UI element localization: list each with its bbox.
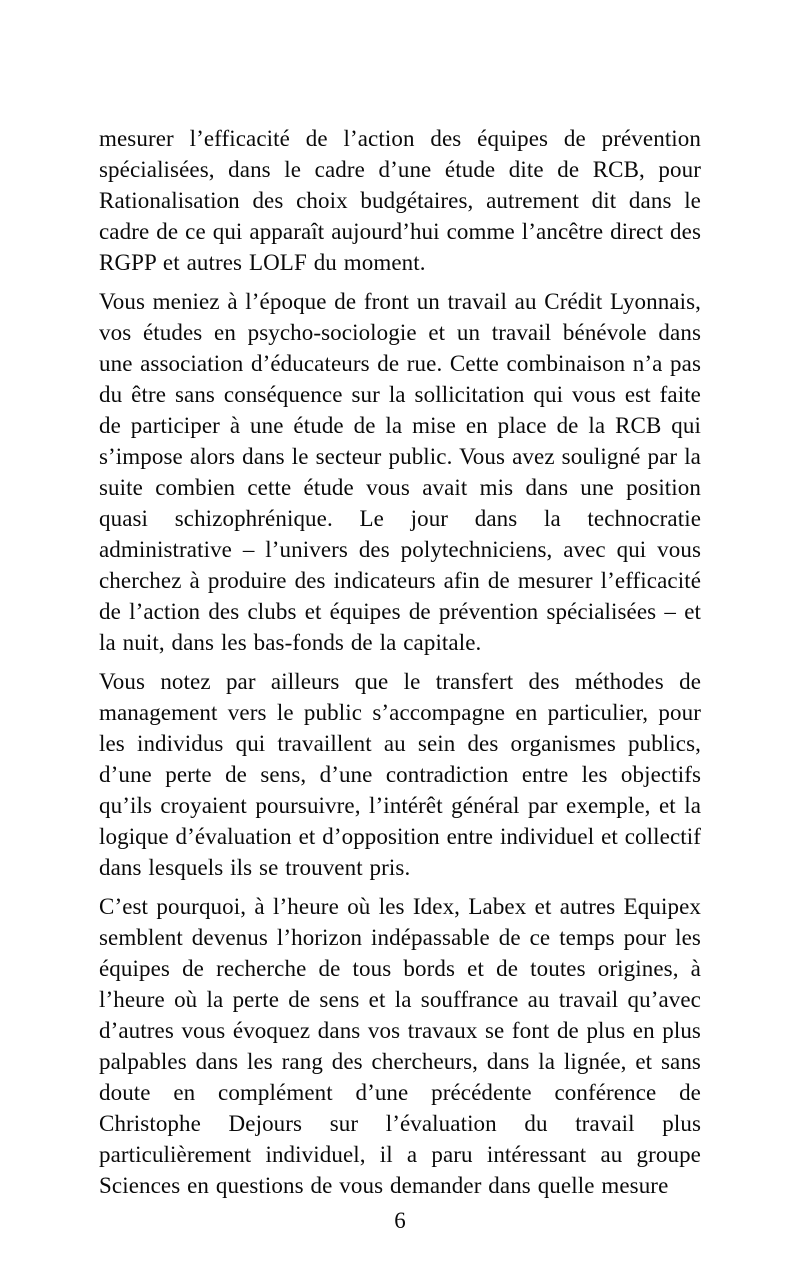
text-block bbox=[99, 123, 701, 1201]
paragraph: Vous notez par ailleurs que le transfert des méthodes de management vers le public s’accompagne en particulier, pour les individus qui travaillent au sein des organismes publics, d’une perte de sens, d’une contradiction entre les objectifs qu’ils croyaient poursuivre, l’intérêt général par exemple, et la logique d’évaluation et d’opposition entre individuel et collectif dans lesquels ils se trouvent pris. bbox=[99, 669, 701, 880]
paragraph: C’est pourquoi, à l’heure où les Idex, Labex et autres Equipex semblent devenus l’horizon indépassable de ce temps pour les équipes de recherche de tous bords et de toutes origines, à l’heure où la perte de sens et la souffrance au travail qu’avec d’autres vous évoquez dans vos travaux se font de plus en plus palpables dans les rang des chercheurs, dans la lignée, et sans doute en complément d’une précédente conférence de Christophe Dejours sur l’évaluation du travail plus particulièrement individuel, il a paru intéressant au groupe Sciences en questions de vous demander dans quelle mesure bbox=[99, 894, 701, 1198]
page-number: 6 bbox=[394, 1208, 406, 1233]
paragraph: Vous meniez à l’époque de front un travail au Crédit Lyonnais, vos études en psycho-sociologie et un travail bénévole dans une association d’éducateurs de rue. Cette combinaison n’a pas du être sans conséquence sur la sollicitation qui vous est faite de participer à une étude de la mise en place de la RCB qui s’impose alors dans le secteur public. Vous avez souligné par la suite combien cette étude vous avait mis dans une position quasi schizophrénique. Le jour dans la technocratie administrative – l’univers des polytechniciens, avec qui vous cherchez à produire des indicateurs afin de mesurer l’efficacité de l’action des clubs et équipes de prévention spécialisées – et la nuit, dans les bas-fonds de la capitale. bbox=[99, 289, 701, 655]
paragraph: mesurer l’efficacité de l’action des équipes de prévention spécialisées, dans le cadre d’une étude dite de RCB, pour Rationalisation des choix budgétaires, autrement dit dans le cadre de ce qui apparaît aujourd’hui comme l’ancêtre direct des RGPP et autres LOLF du moment. bbox=[99, 126, 701, 275]
